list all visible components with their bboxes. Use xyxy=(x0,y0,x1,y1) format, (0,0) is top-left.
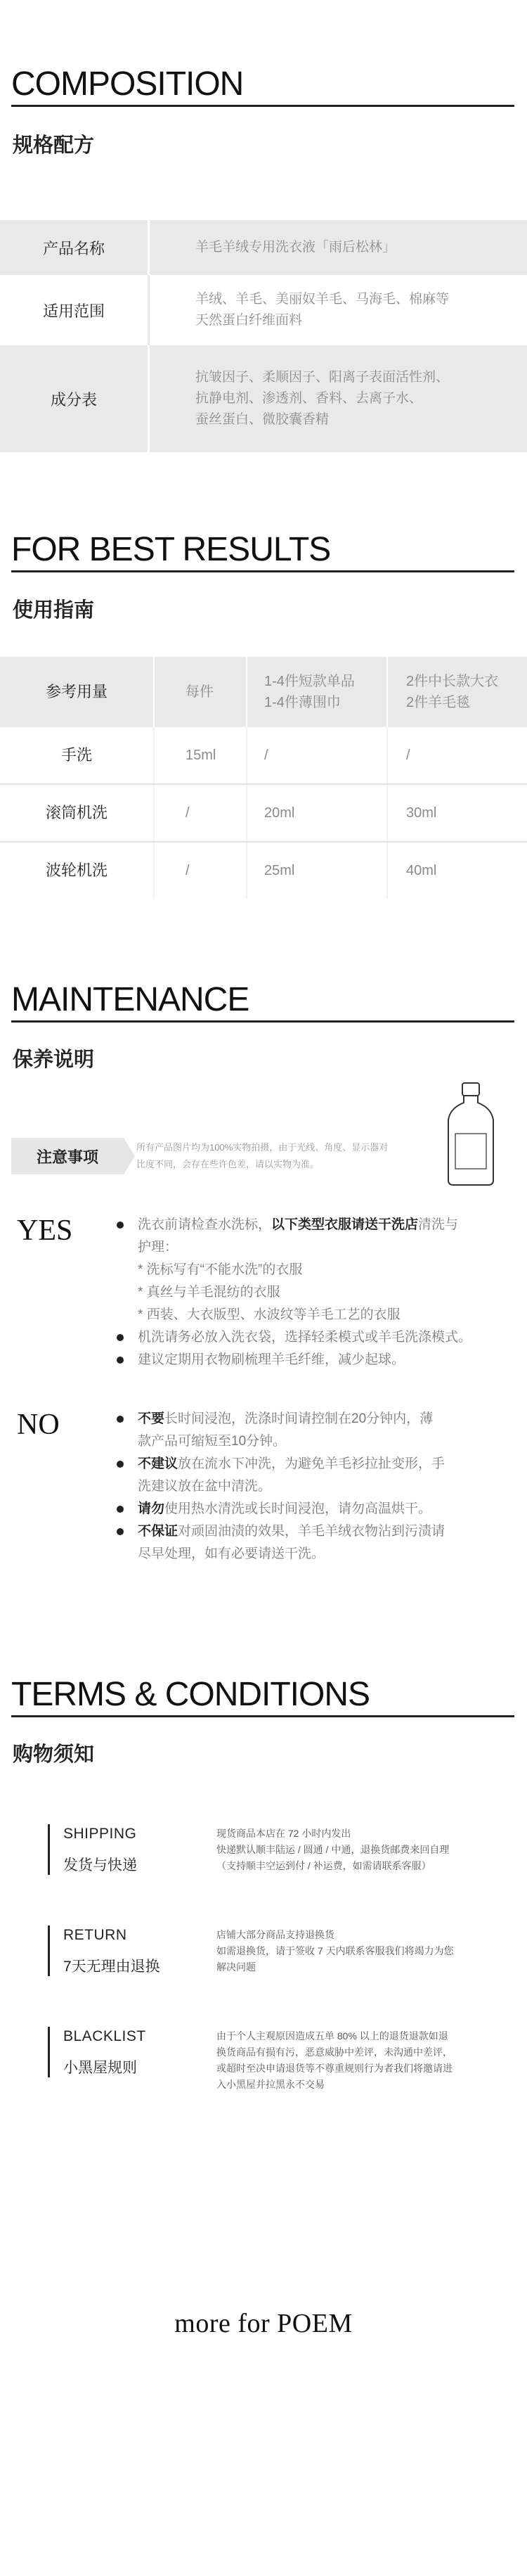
yes-text: 清洗与 xyxy=(418,1217,459,1232)
value-line: 羊毛羊绒专用洗衣液「雨后松林」 xyxy=(195,240,396,255)
composition-title: COMPOSITION xyxy=(11,65,244,103)
term-bar xyxy=(48,2027,50,2077)
no-text: 放在流水下冲洗，为避免羊毛衫拉扯变形，手 xyxy=(178,1456,445,1471)
term-title-cn: 7天无理由退换 xyxy=(63,1959,160,1975)
maintenance-subtitle: 保养说明 xyxy=(13,1049,95,1071)
usage-cell: 40ml xyxy=(386,842,527,899)
header-line: 2件羊毛毯 xyxy=(406,695,471,710)
notice-line: 所有产品图片均为100%实物拍摄，由于光线、角度、显示器对 xyxy=(136,1142,389,1153)
usage-table xyxy=(0,657,527,899)
term-bar xyxy=(48,1925,50,1976)
composition-row-label: 产品名称 xyxy=(42,239,105,257)
term-desc-line: 如需退换货，请于签收 7 天内联系客服我们将竭力为您 xyxy=(216,1945,454,1956)
composition-table xyxy=(0,220,527,452)
term-desc xyxy=(216,1927,454,1975)
term-desc-line: 由于个人主观原因造成五单 80% 以上的退货退款如退 xyxy=(216,2030,448,2042)
bullet-dot xyxy=(117,1461,124,1468)
terms-subtitle: 购物须知 xyxy=(13,1743,95,1766)
term-desc-line: 换货商品有损有污，恶意威胁中差评，未沟通中差评， xyxy=(216,2046,453,2058)
usage-row-label: 手洗 xyxy=(60,746,92,764)
no-text: 款产品可缩短至10分钟。 xyxy=(138,1434,287,1449)
no-text: 对顽固油渍的效果，羊毛羊绒衣物沾到污渍请 xyxy=(178,1524,445,1539)
term-desc-line: 入小黑屋并拉黑永不交易 xyxy=(216,2079,325,2090)
notice-text xyxy=(136,1139,388,1173)
yes-label: YES xyxy=(17,1215,73,1247)
usage-title: FOR BEST RESULTS xyxy=(11,531,331,568)
composition-row-value xyxy=(148,345,527,452)
notice-line: 比度不同，会存在些许色差，请以实物为准。 xyxy=(136,1159,320,1170)
usage-row-label: 滚筒机洗 xyxy=(45,804,108,821)
no-list xyxy=(138,1408,503,1565)
composition-row xyxy=(0,345,527,452)
usage-cell: / xyxy=(153,785,246,841)
usage-row xyxy=(0,727,527,783)
bullet-dot xyxy=(117,1357,124,1364)
usage-header-cell xyxy=(246,657,386,727)
yes-text: 护理： xyxy=(138,1240,178,1255)
term-desc-line: （支持顺丰空运到付 / 补运费，如需请联系客服） xyxy=(216,1860,431,1871)
usage-cell: / xyxy=(386,727,527,783)
usage-divider xyxy=(11,570,514,572)
yes-subitem: * 洗标写有“不能水洗”的衣服 xyxy=(138,1262,303,1277)
usage-cell: 25ml xyxy=(246,842,386,899)
value-line: 蚕丝蛋白、微胶囊香精 xyxy=(195,412,330,427)
usage-row-label: 波轮机洗 xyxy=(45,861,108,879)
value-line: 天然蛋白纤维面料 xyxy=(195,313,303,328)
yes-text: 建议定期用衣物刷梳理羊毛纤维，减少起球。 xyxy=(138,1352,405,1367)
no-item xyxy=(138,1498,503,1520)
usage-cell: 15ml xyxy=(153,727,246,783)
no-label: NO xyxy=(17,1409,60,1441)
no-item xyxy=(138,1408,503,1453)
composition-divider xyxy=(11,105,514,107)
header-line: 1-4件薄围巾 xyxy=(264,695,341,710)
term-desc xyxy=(216,2028,453,2093)
term-title-cn: 小黑屋规则 xyxy=(63,2060,137,2076)
maintenance-title: MAINTENANCE xyxy=(11,981,249,1018)
value-line: 抗皱因子、柔顺因子、阳离子表面活性剂、 xyxy=(195,370,450,385)
no-text: 使用热水清洗或长时间浸泡，请勿高温烘干。 xyxy=(164,1501,432,1516)
bullet-dot xyxy=(117,1222,124,1229)
usage-header-label: 参考用量 xyxy=(45,683,108,700)
no-emphasis: 不要 xyxy=(138,1411,165,1426)
term-title-en: SHIPPING xyxy=(63,1826,137,1842)
composition-row xyxy=(0,275,527,345)
header-line: 1-4件短款单品 xyxy=(264,674,355,689)
usage-subtitle: 使用指南 xyxy=(13,599,95,622)
yes-text: 洗衣前请检查水洗标， xyxy=(138,1217,272,1232)
term-title-en: BLACKLIST xyxy=(63,2028,146,2044)
no-text: 尽早处理，如有必要请送干洗。 xyxy=(138,1546,325,1561)
usage-row xyxy=(0,842,527,899)
usage-cell: 20ml xyxy=(246,785,386,841)
brand-logo: more for POEM xyxy=(174,2309,353,2338)
notice-arrow xyxy=(124,1138,135,1174)
composition-row xyxy=(0,220,527,275)
bullet-dot xyxy=(117,1528,124,1535)
term-desc-line: 或超时至决申请退货等不尊重规则行为者我们将邀请进 xyxy=(216,2063,453,2074)
no-emphasis: 不建议 xyxy=(138,1456,178,1471)
composition-row-label: 成分表 xyxy=(50,390,97,409)
no-item xyxy=(138,1453,503,1498)
term-title-cn: 发货与快递 xyxy=(63,1857,137,1873)
no-emphasis: 请勿 xyxy=(138,1501,165,1516)
no-text: 洗建议放在盆中清洗。 xyxy=(138,1479,272,1494)
no-item xyxy=(138,1520,503,1565)
term-title-en: RETURN xyxy=(63,1927,127,1943)
value-line: 羊绒、羊毛、美丽奴羊毛、马海毛、棉麻等 xyxy=(195,292,450,307)
yes-subitem: * 西装、大衣版型、水波纹等羊毛工艺的衣服 xyxy=(138,1307,401,1322)
terms-divider xyxy=(11,1715,514,1717)
no-emphasis: 不保证 xyxy=(138,1524,178,1539)
term-bar xyxy=(48,1824,50,1875)
usage-header-row xyxy=(0,657,527,727)
usage-header-cell xyxy=(386,657,527,727)
notice-label: 注意事项 xyxy=(11,1138,124,1174)
composition-subtitle: 规格配方 xyxy=(13,134,95,157)
terms-title: TERMS & CONDITIONS xyxy=(11,1676,370,1713)
no-text: 长时间浸泡，洗涤时间请控制在20分钟内，薄 xyxy=(164,1411,434,1426)
bottle-icon xyxy=(443,1082,499,1187)
yes-text: 机洗请务必放入洗衣袋，选择轻柔模式或羊毛洗涤模式。 xyxy=(138,1330,472,1345)
value-line: 抗静电剂、渗透剂、香料、去离子水、 xyxy=(195,391,423,406)
yes-item xyxy=(138,1214,503,1259)
yes-item xyxy=(138,1349,503,1371)
usage-cell: / xyxy=(153,842,246,899)
bullet-dot xyxy=(117,1334,124,1341)
usage-row xyxy=(0,785,527,841)
composition-row-value xyxy=(148,275,527,345)
yes-item xyxy=(138,1326,503,1349)
header-line: 2件中长款大衣 xyxy=(406,674,499,689)
usage-cell: 30ml xyxy=(386,785,527,841)
term-desc-line: 快递默认顺丰陆运 / 圆通 / 中通，退换货邮费来回自理 xyxy=(216,1844,450,1855)
usage-cell: / xyxy=(246,727,386,783)
bullet-dot xyxy=(117,1416,124,1423)
yes-emphasis: 以下类型衣服请送干洗店 xyxy=(271,1217,419,1232)
composition-row-value xyxy=(148,220,527,275)
composition-row-label: 适用范围 xyxy=(42,302,105,320)
maintenance-divider xyxy=(11,1020,514,1023)
yes-subitem: * 真丝与羊毛混纺的衣服 xyxy=(138,1285,280,1300)
term-desc xyxy=(216,1826,449,1874)
usage-header-cell: 每件 xyxy=(153,657,246,727)
term-desc-line: 店铺大部分商品支持退换货 xyxy=(216,1929,334,1940)
bullet-dot xyxy=(117,1506,124,1513)
term-desc-line: 现货商品本店在 72 小时内发出 xyxy=(216,1828,351,1839)
yes-list xyxy=(138,1214,503,1371)
term-desc-line: 解决问题 xyxy=(216,1961,256,1973)
